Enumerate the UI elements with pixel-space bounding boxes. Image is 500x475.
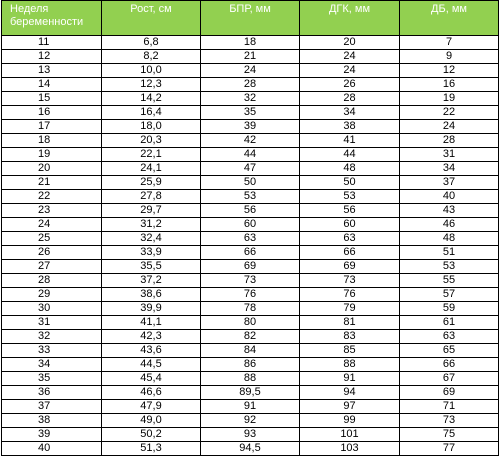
week-cell: 39 [2, 428, 102, 442]
header-dgk: ДГК, мм [300, 1, 400, 36]
week-cell: 14 [2, 78, 102, 92]
dgk-cell: 63 [300, 232, 400, 246]
week-cell: 35 [2, 372, 102, 386]
dgk-cell: 73 [300, 274, 400, 288]
height-cell: 27,8 [102, 190, 201, 204]
db-cell: 16 [400, 78, 499, 92]
dgk-cell: 101 [300, 428, 400, 442]
height-cell: 16,4 [102, 106, 201, 120]
dgk-cell: 81 [300, 316, 400, 330]
height-cell: 39,9 [102, 302, 201, 316]
table-row [2, 414, 499, 428]
db-cell: 7 [400, 36, 499, 50]
table-row [2, 120, 499, 134]
week-cell: 13 [2, 64, 102, 78]
table-row [2, 274, 499, 288]
bpr-cell: 78 [201, 302, 300, 316]
week-cell: 12 [2, 50, 102, 64]
height-cell: 49,0 [102, 414, 201, 428]
dgk-cell: 44 [300, 148, 400, 162]
table-row [2, 92, 499, 106]
db-cell: 43 [400, 204, 499, 218]
table-row [2, 232, 499, 246]
db-cell: 71 [400, 400, 499, 414]
week-cell: 27 [2, 260, 102, 274]
header-bpr: БПР, мм [201, 1, 300, 36]
table-row [2, 344, 499, 358]
week-cell: 11 [2, 36, 102, 50]
db-cell: 37 [400, 176, 499, 190]
db-cell: 73 [400, 414, 499, 428]
bpr-cell: 66 [201, 246, 300, 260]
height-cell: 8,2 [102, 50, 201, 64]
week-cell: 21 [2, 176, 102, 190]
table-row [2, 372, 499, 386]
week-cell: 28 [2, 274, 102, 288]
bpr-cell: 69 [201, 260, 300, 274]
week-cell: 20 [2, 162, 102, 176]
table-row [2, 288, 499, 302]
bpr-cell: 28 [201, 78, 300, 92]
height-cell: 38,6 [102, 288, 201, 302]
bpr-cell: 53 [201, 190, 300, 204]
db-cell: 61 [400, 316, 499, 330]
table-row [2, 36, 499, 50]
height-cell: 33,9 [102, 246, 201, 260]
db-cell: 69 [400, 386, 499, 400]
db-cell: 22 [400, 106, 499, 120]
table-row [2, 50, 499, 64]
bpr-cell: 92 [201, 414, 300, 428]
week-cell: 17 [2, 120, 102, 134]
dgk-cell: 50 [300, 176, 400, 190]
dgk-cell: 88 [300, 358, 400, 372]
header-row [2, 1, 499, 36]
table-row [2, 64, 499, 78]
week-cell: 37 [2, 400, 102, 414]
db-cell: 12 [400, 64, 499, 78]
height-cell: 50,2 [102, 428, 201, 442]
dgk-cell: 56 [300, 204, 400, 218]
dgk-cell: 69 [300, 260, 400, 274]
dgk-cell: 60 [300, 218, 400, 232]
db-cell: 19 [400, 92, 499, 106]
week-cell: 24 [2, 218, 102, 232]
height-cell: 18,0 [102, 120, 201, 134]
week-cell: 32 [2, 330, 102, 344]
header-db: ДБ, мм [400, 1, 499, 36]
dgk-cell: 91 [300, 372, 400, 386]
bpr-cell: 35 [201, 106, 300, 120]
height-cell: 20,3 [102, 134, 201, 148]
height-cell: 51,3 [102, 442, 201, 456]
table-row [2, 148, 499, 162]
dgk-cell: 53 [300, 190, 400, 204]
bpr-cell: 88 [201, 372, 300, 386]
dgk-cell: 24 [300, 50, 400, 64]
week-cell: 23 [2, 204, 102, 218]
dgk-cell: 99 [300, 414, 400, 428]
bpr-cell: 32 [201, 92, 300, 106]
table-row [2, 204, 499, 218]
bpr-cell: 50 [201, 176, 300, 190]
week-cell: 22 [2, 190, 102, 204]
db-cell: 66 [400, 358, 499, 372]
db-cell: 46 [400, 218, 499, 232]
height-cell: 22,1 [102, 148, 201, 162]
week-cell: 34 [2, 358, 102, 372]
height-cell: 37,2 [102, 274, 201, 288]
week-cell: 25 [2, 232, 102, 246]
db-cell: 59 [400, 302, 499, 316]
height-cell: 47,9 [102, 400, 201, 414]
dgk-cell: 48 [300, 162, 400, 176]
height-cell: 46,6 [102, 386, 201, 400]
height-cell: 41,1 [102, 316, 201, 330]
dgk-cell: 94 [300, 386, 400, 400]
week-cell: 26 [2, 246, 102, 260]
height-cell: 10,0 [102, 64, 201, 78]
week-cell: 29 [2, 288, 102, 302]
height-cell: 42,3 [102, 330, 201, 344]
bpr-cell: 56 [201, 204, 300, 218]
week-cell: 38 [2, 414, 102, 428]
height-cell: 29,7 [102, 204, 201, 218]
dgk-cell: 38 [300, 120, 400, 134]
height-cell: 12,3 [102, 78, 201, 92]
week-cell: 33 [2, 344, 102, 358]
height-cell: 31,2 [102, 218, 201, 232]
bpr-cell: 47 [201, 162, 300, 176]
db-cell: 63 [400, 330, 499, 344]
db-cell: 34 [400, 162, 499, 176]
dgk-cell: 34 [300, 106, 400, 120]
bpr-cell: 94,5 [201, 442, 300, 456]
week-cell: 16 [2, 106, 102, 120]
week-cell: 19 [2, 148, 102, 162]
bpr-cell: 84 [201, 344, 300, 358]
db-cell: 77 [400, 442, 499, 456]
bpr-cell: 93 [201, 428, 300, 442]
bpr-cell: 73 [201, 274, 300, 288]
table-row [2, 428, 499, 442]
db-cell: 48 [400, 232, 499, 246]
dgk-cell: 97 [300, 400, 400, 414]
table-row [2, 260, 499, 274]
week-cell: 15 [2, 92, 102, 106]
height-cell: 25,9 [102, 176, 201, 190]
bpr-cell: 18 [201, 36, 300, 50]
table-row [2, 246, 499, 260]
db-cell: 51 [400, 246, 499, 260]
height-cell: 14,2 [102, 92, 201, 106]
week-cell: 36 [2, 386, 102, 400]
db-cell: 75 [400, 428, 499, 442]
dgk-cell: 26 [300, 78, 400, 92]
table-row [2, 386, 499, 400]
bpr-cell: 63 [201, 232, 300, 246]
db-cell: 40 [400, 190, 499, 204]
height-cell: 32,4 [102, 232, 201, 246]
dgk-cell: 83 [300, 330, 400, 344]
week-cell: 30 [2, 302, 102, 316]
bpr-cell: 24 [201, 64, 300, 78]
table-row [2, 316, 499, 330]
table-row [2, 302, 499, 316]
bpr-cell: 82 [201, 330, 300, 344]
db-cell: 9 [400, 50, 499, 64]
db-cell: 24 [400, 120, 499, 134]
height-cell: 45,4 [102, 372, 201, 386]
week-cell: 18 [2, 134, 102, 148]
table-row [2, 442, 499, 456]
dgk-cell: 20 [300, 36, 400, 50]
height-cell: 44,5 [102, 358, 201, 372]
table-row [2, 134, 499, 148]
header-height: Рост, см [102, 1, 201, 36]
db-cell: 57 [400, 288, 499, 302]
bpr-cell: 42 [201, 134, 300, 148]
height-cell: 6,8 [102, 36, 201, 50]
db-cell: 53 [400, 260, 499, 274]
table-row [2, 400, 499, 414]
dgk-cell: 41 [300, 134, 400, 148]
table-row [2, 78, 499, 92]
db-cell: 55 [400, 274, 499, 288]
db-cell: 28 [400, 134, 499, 148]
bpr-cell: 60 [201, 218, 300, 232]
db-cell: 31 [400, 148, 499, 162]
bpr-cell: 21 [201, 50, 300, 64]
height-cell: 24,1 [102, 162, 201, 176]
dgk-cell: 28 [300, 92, 400, 106]
bpr-cell: 80 [201, 316, 300, 330]
fetal-growth-table [1, 0, 499, 456]
header-week: Неделя беременности [2, 1, 102, 36]
dgk-cell: 76 [300, 288, 400, 302]
bpr-cell: 86 [201, 358, 300, 372]
week-cell: 31 [2, 316, 102, 330]
table-row [2, 218, 499, 232]
db-cell: 65 [400, 344, 499, 358]
week-cell: 40 [2, 442, 102, 456]
table-row [2, 358, 499, 372]
table-row [2, 330, 499, 344]
bpr-cell: 76 [201, 288, 300, 302]
table-row [2, 162, 499, 176]
height-cell: 35,5 [102, 260, 201, 274]
bpr-cell: 39 [201, 120, 300, 134]
bpr-cell: 89,5 [201, 386, 300, 400]
dgk-cell: 79 [300, 302, 400, 316]
table-row [2, 176, 499, 190]
table-row [2, 190, 499, 204]
dgk-cell: 66 [300, 246, 400, 260]
bpr-cell: 91 [201, 400, 300, 414]
table-row [2, 106, 499, 120]
db-cell: 67 [400, 372, 499, 386]
dgk-cell: 85 [300, 344, 400, 358]
height-cell: 43,6 [102, 344, 201, 358]
dgk-cell: 103 [300, 442, 400, 456]
bpr-cell: 44 [201, 148, 300, 162]
dgk-cell: 24 [300, 64, 400, 78]
